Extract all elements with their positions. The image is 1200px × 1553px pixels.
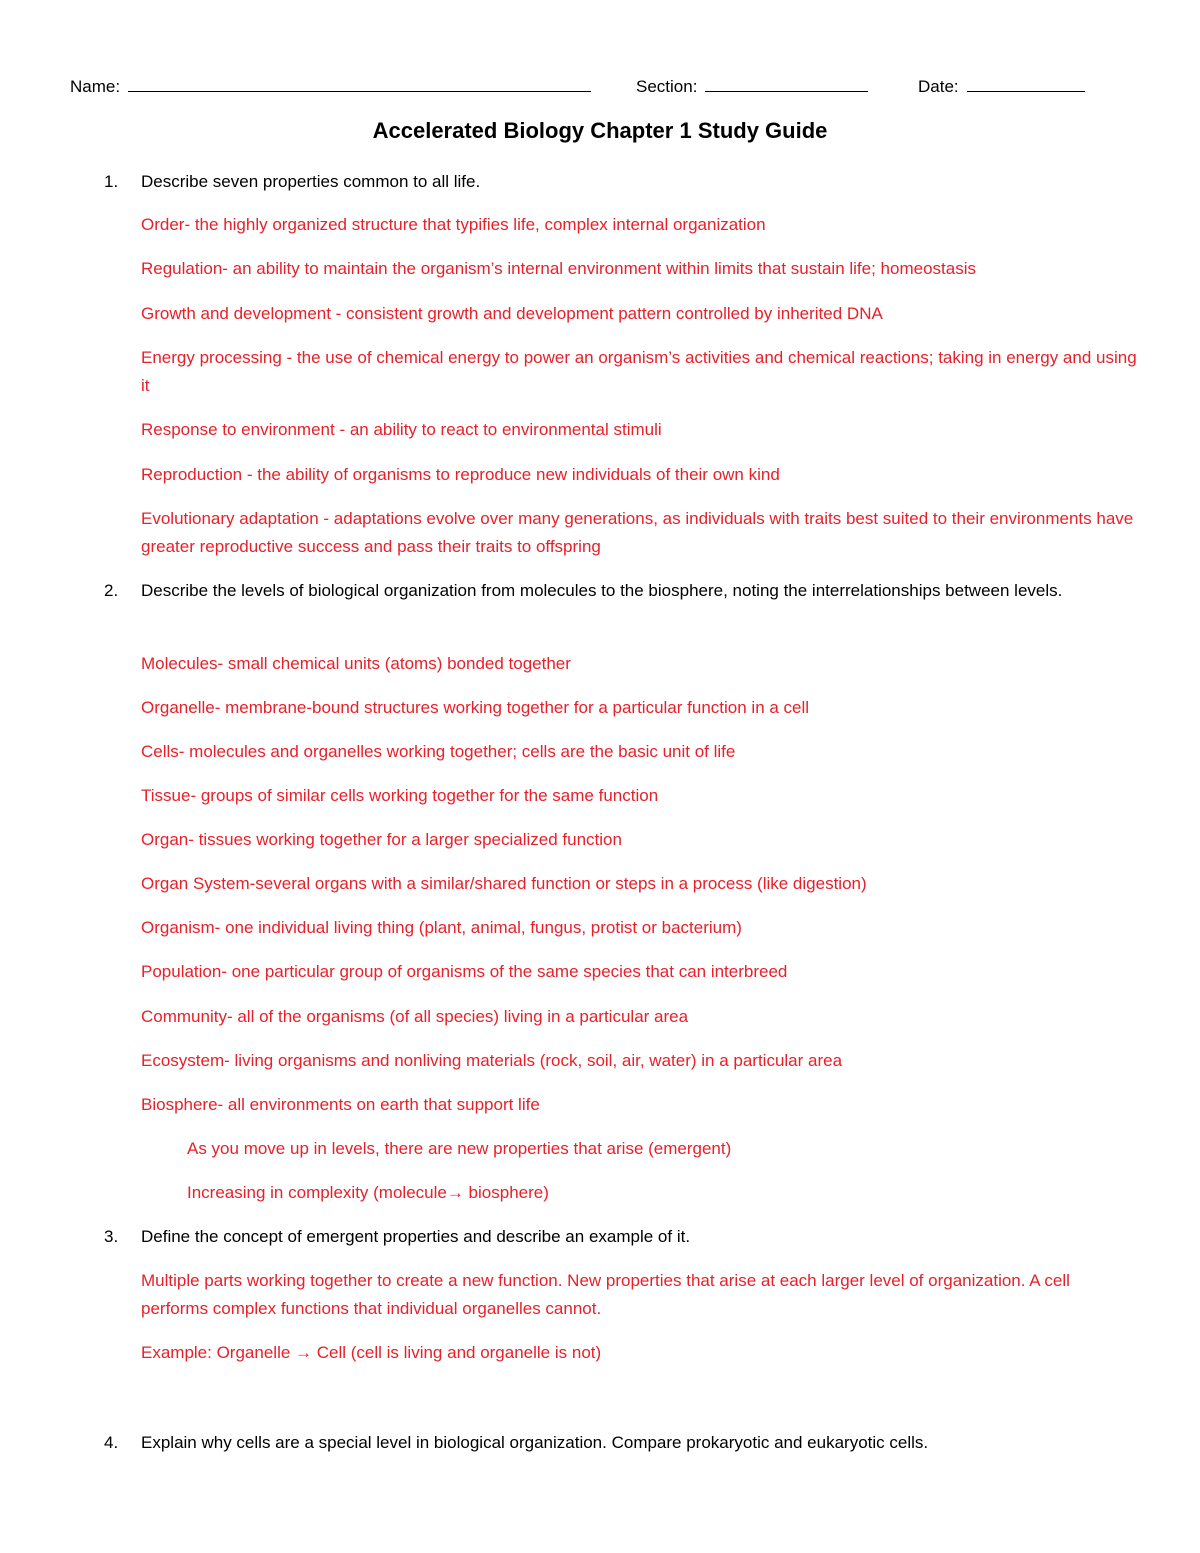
section-label: Section: [636,77,698,96]
answer-item: Ecosystem- living organisms and nonliving materials (rock, soil, air, water) in a particular area [141,1051,843,1070]
answer-item: Growth and development - consistent growth and development pattern controlled by inherited DNA [141,304,883,323]
answer-item: Organism- one individual living thing (plant, animal, fungus, protist or bacterium) [141,918,742,937]
question-number: 1. [104,172,119,191]
answer-item: Multiple parts working together to create a new function. New properties that arise at each larger level of organization. A cell performs complex functions that individual organelles cannot. [141,1271,1070,1318]
answer-item: Response to environment - an ability to react to environmental stimuli [141,420,662,439]
question-text: Define the concept of emergent properties and describe an example of it. [141,1227,691,1246]
page-title: Accelerated Biology Chapter 1 Study Guide [372,118,828,143]
question-text: Describe the levels of biological organization from molecules to the biosphere, noting the interrelationships between levels. [141,581,1063,600]
section-blank-line[interactable] [705,74,868,92]
question-number: 4. [104,1433,119,1452]
header-fields [70,74,1100,98]
section-field[interactable] [636,74,868,97]
name-blank-line[interactable] [128,74,591,92]
question-text: Describe seven properties common to all life. [141,172,481,191]
answer-item: Regulation- an ability to maintain the organism’s internal environment within limits that sustain life; homeostasis [141,259,976,278]
answer-item: Organ- tissues working together for a larger specialized function [141,830,622,849]
date-blank-line[interactable] [967,74,1085,92]
name-field[interactable] [70,74,591,97]
name-label: Name: [70,77,121,96]
answer-item: Organelle- membrane-bound structures working together for a particular function in a cell [141,698,810,717]
question-text: Explain why cells are a special level in biological organization. Compare prokaryotic and eukaryotic cells. [141,1433,929,1452]
answer-item: Cells- molecules and organelles working together; cells are the basic unit of life [141,742,736,761]
date-field[interactable] [918,74,1085,97]
question-number: 3. [104,1227,119,1246]
answer-item: Evolutionary adaptation - adaptations evolve over many generations, as individuals with traits best suited to their environments have greater reproductive success and pass their traits to offspring [141,509,1134,556]
answer-item: Molecules- small chemical units (atoms) bonded together [141,654,571,673]
answer-item: Organ System-several organs with a similar/shared function or steps in a process (like digestion) [141,874,867,893]
bullet-text: Increasing in complexity (molecule→ biosphere) [187,1183,549,1202]
answer-item: Energy processing - the use of chemical energy to power an organism’s activities and chemical reactions; taking in energy and using it [141,348,1137,395]
date-label: Date: [918,77,959,96]
answer-item: Biosphere- all environments on earth that support life [141,1095,540,1114]
answer-item: Community- all of the organisms (of all species) living in a particular area [141,1007,689,1026]
question-number: 2. [104,581,119,600]
bullet-text: As you move up in levels, there are new properties that arise (emergent) [187,1139,732,1158]
answer-item: Population- one particular group of organisms of the same species that can interbreed [141,962,788,981]
answer-item: Reproduction - the ability of organisms to reproduce new individuals of their own kind [141,465,780,484]
answer-item: Example: Organelle → Cell (cell is living and organelle is not) [141,1343,602,1362]
answer-item: Tissue- groups of similar cells working together for the same function [141,786,659,805]
answer-item: Order- the highly organized structure that typifies life, complex internal organization [141,215,766,234]
